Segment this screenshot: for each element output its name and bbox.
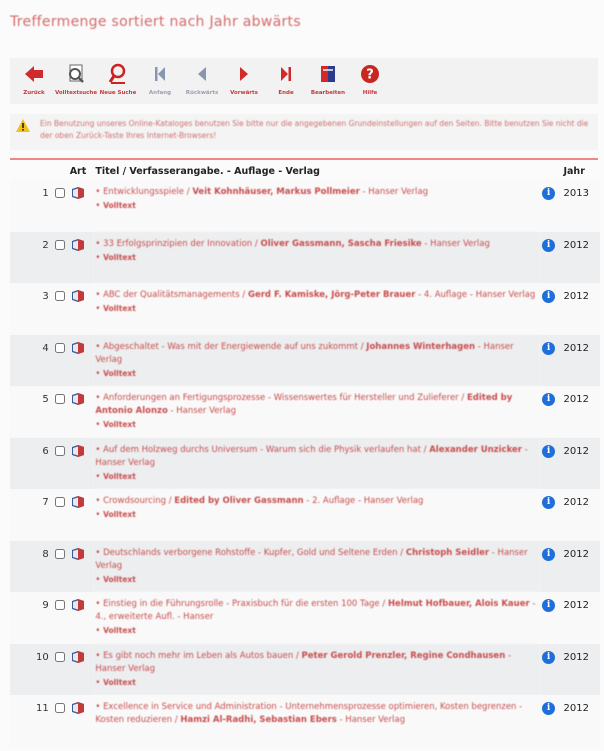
bullet: • (95, 496, 104, 506)
edition-publisher-text: - Hanser Verlag (95, 547, 528, 571)
title-cell (93, 335, 540, 387)
separator: / (252, 238, 261, 249)
magnifier-document-icon (64, 62, 88, 86)
results-table (10, 162, 600, 747)
row-checkbox[interactable] (55, 188, 65, 198)
title-cell (93, 180, 540, 232)
author-text: Christoph Seidler (405, 547, 490, 558)
separator: / (458, 393, 467, 403)
header-year: Jahr (563, 165, 585, 177)
bullet: • (95, 626, 104, 636)
row-number: 9 (10, 592, 53, 644)
row-checkbox[interactable] (55, 703, 65, 713)
row-checkbox-cell (53, 541, 68, 593)
row-number: 5 (10, 386, 53, 438)
title-link[interactable]: Es gibt noch mehr im Leben als Autos bauen (103, 650, 294, 661)
year-cell: 2012 (561, 438, 600, 490)
author-text: Oliver Gassmann, Sascha Friesike (260, 238, 422, 249)
book-media-icon (70, 347, 86, 358)
next-label: Vorwärts (230, 90, 258, 96)
back-arrow-icon (22, 62, 46, 86)
info-icon[interactable]: i (542, 548, 555, 561)
edition-publisher-text: - Hanser Verlag (339, 715, 405, 725)
row-checkbox-cell (53, 695, 68, 747)
book-media-icon (70, 398, 86, 409)
media-type-cell (68, 232, 94, 284)
next-icon (232, 62, 256, 86)
info-icon[interactable]: i (542, 445, 555, 458)
title-cell (93, 283, 540, 335)
title-cell (93, 386, 540, 438)
info-icon[interactable]: i (542, 651, 555, 664)
bullet: • (95, 510, 104, 520)
title-link[interactable]: Crowdsourcing (103, 496, 166, 506)
edition-publisher-text: - Hanser Verlag (95, 444, 528, 468)
title-cell (93, 541, 540, 593)
bullet: • (95, 547, 104, 558)
fulltext-link[interactable]: Volltext (103, 510, 136, 519)
year-cell: 2012 (561, 592, 600, 644)
first-page-label: Anfang (148, 90, 172, 96)
book-media-icon (70, 501, 86, 512)
row-number: 6 (10, 438, 53, 490)
book-media-icon (70, 553, 86, 564)
title-link[interactable]: Anforderungen an Fertigungsprozesse - Wissenswertes für Hersteller und Zulieferer (103, 393, 459, 403)
header-checkbox (53, 162, 68, 180)
info-cell (540, 489, 561, 541)
row-number: 2 (10, 232, 53, 284)
last-page-icon (274, 62, 298, 86)
table-row (10, 180, 600, 232)
svg-text:?: ? (366, 67, 374, 83)
info-icon[interactable]: i (542, 702, 555, 715)
info-icon[interactable]: i (542, 393, 555, 406)
author-text: Veit Kohnhäuser, Markus Pollmeier (192, 187, 360, 197)
book-media-icon (70, 656, 86, 667)
edition-publisher-text: - 4., erweiterte Aufl. - Hanser (95, 599, 536, 622)
row-checkbox-cell (53, 489, 68, 541)
edit-button[interactable] (308, 58, 348, 96)
table-row (10, 592, 600, 644)
last-page-label: Ende (278, 90, 294, 96)
fulltext-link[interactable]: Volltext (103, 304, 136, 313)
table-row (10, 438, 600, 490)
fulltext-link[interactable]: Volltext (103, 626, 136, 635)
book-media-icon (70, 295, 86, 306)
new-search-button[interactable] (98, 58, 138, 96)
new-search-icon (106, 62, 130, 86)
header-num (10, 162, 53, 180)
back-label: Zurück (23, 90, 45, 96)
separator: / (172, 715, 181, 725)
fulltext-search-label: Volltextsuche (54, 90, 98, 96)
table-row (10, 283, 600, 335)
year-cell: 2012 (561, 695, 600, 747)
row-checkbox[interactable] (55, 652, 65, 662)
author-text: Alexander Unzicker (429, 444, 522, 455)
edit-icon (316, 62, 340, 86)
bullet: • (95, 574, 104, 585)
info-cell (540, 695, 561, 747)
year-cell: 2012 (561, 232, 600, 284)
bullet: • (95, 650, 104, 661)
bullet: • (95, 393, 104, 403)
edition-publisher-text: - 2. Auflage - Hanser Verlag (306, 496, 424, 506)
info-icon[interactable]: i (542, 239, 555, 252)
row-checkbox-cell (53, 335, 68, 387)
table-header-row (10, 162, 600, 180)
row-checkbox[interactable] (55, 291, 65, 301)
info-cell (540, 335, 561, 387)
separator: / (397, 547, 406, 558)
row-checkbox[interactable] (55, 600, 65, 610)
year-cell: 2012 (561, 489, 600, 541)
last-page-button[interactable] (266, 58, 306, 96)
row-checkbox-cell (53, 386, 68, 438)
title-cell (93, 438, 540, 490)
title-cell (93, 695, 540, 747)
info-icon[interactable]: i (542, 599, 555, 612)
bullet: • (95, 677, 104, 688)
new-search-label: Neue Suche (99, 90, 137, 96)
fulltext-link[interactable]: Volltext (103, 677, 136, 687)
media-type-cell (68, 386, 94, 438)
previous-button[interactable] (182, 58, 222, 96)
separator: / (358, 341, 367, 352)
fulltext-link[interactable]: Volltext (103, 574, 136, 584)
toolbar (10, 58, 598, 104)
info-cell (540, 644, 561, 696)
media-type-cell (68, 489, 94, 541)
edit-label: Bearbeiten (310, 90, 346, 96)
title-cell (93, 489, 540, 541)
help-icon (358, 62, 382, 86)
row-number: 1 (10, 180, 53, 232)
edition-publisher-text: - Hanser Verlag (95, 341, 514, 365)
fulltext-link[interactable]: Volltext (103, 368, 136, 378)
info-cell (540, 386, 561, 438)
header-title: Titel / Verfasserangabe. - Auflage - Verlag (95, 165, 320, 177)
previous-icon (190, 62, 214, 86)
row-checkbox[interactable] (55, 446, 65, 456)
book-media-icon (70, 192, 86, 203)
row-checkbox-cell (53, 592, 68, 644)
year-cell: 2013 (561, 180, 600, 232)
author-text: Gerd F. Kamiske, Jörg-Peter Brauer (247, 290, 416, 300)
info-icon[interactable]: i (542, 187, 555, 200)
fulltext-link[interactable]: Volltext (103, 471, 136, 481)
table-row (10, 644, 600, 696)
info-cell (540, 180, 561, 232)
separator: / (420, 444, 430, 455)
media-type-cell (68, 541, 94, 593)
title-link[interactable]: Excellence in Service und Administration - Unternehmensprozesse optimieren, Kosten begrenzen - Kosten reduzieren (95, 702, 523, 725)
table-row (10, 489, 600, 541)
previous-label: Rückwärts (185, 90, 219, 96)
fulltext-link[interactable]: Volltext (103, 252, 136, 262)
bullet: • (95, 238, 104, 249)
table-row (10, 335, 600, 387)
row-checkbox[interactable] (55, 497, 65, 507)
title-cell (93, 592, 540, 644)
row-checkbox-cell (53, 283, 68, 335)
media-type-cell (68, 180, 94, 232)
bullet: • (95, 702, 104, 712)
page-title: Treffermenge sortiert nach Jahr abwärts (10, 14, 301, 30)
info-icon[interactable]: i (542, 496, 555, 509)
row-number: 8 (10, 541, 53, 593)
info-cell (540, 438, 561, 490)
media-type-cell (68, 335, 94, 387)
author-text: Peter Gerold Prenzler, Regine Condhausen (301, 650, 506, 661)
edition-publisher-text: - Hanser Verlag (95, 650, 512, 674)
edition-publisher-text: - 4. Auflage - Hanser Verlag (418, 290, 536, 300)
bullet: • (95, 420, 104, 430)
fulltext-link[interactable]: Volltext (103, 201, 136, 210)
warning-icon (16, 119, 30, 135)
row-checkbox[interactable] (55, 343, 65, 353)
bullet: • (95, 368, 104, 379)
year-cell: 2012 (561, 335, 600, 387)
author-text: Edited by Antonio Alonzo (95, 393, 513, 416)
year-cell: 2012 (561, 386, 600, 438)
row-number: 3 (10, 283, 53, 335)
title-link[interactable]: Entwicklungsspiele (103, 187, 185, 197)
table-row (10, 232, 600, 284)
next-button[interactable] (224, 58, 264, 96)
header-info (540, 162, 561, 180)
book-media-icon (70, 707, 86, 718)
row-checkbox[interactable] (55, 549, 65, 559)
separator: / (239, 290, 248, 300)
title-cell (93, 232, 540, 284)
edition-publisher-text: - Hanser Verlag (362, 187, 428, 197)
info-cell (540, 541, 561, 593)
fulltext-search-button[interactable] (56, 58, 96, 96)
title-link[interactable]: ABC der Qualitätsmanagements (103, 290, 240, 300)
notice-box (10, 114, 598, 150)
table-row (10, 386, 600, 438)
row-number: 11 (10, 695, 53, 747)
separator: / (184, 187, 193, 197)
bullet: • (95, 599, 104, 609)
edition-publisher-text: - Hanser Verlag (170, 406, 236, 416)
info-icon[interactable]: i (542, 342, 555, 355)
row-number: 7 (10, 489, 53, 541)
table-row (10, 541, 600, 593)
separator: / (166, 496, 175, 506)
divider (10, 158, 598, 160)
notice-text: Ein Benutzung unseres Online-Kataloges benutzen Sie bitte nur die angegebenen Grundeinstellungen auf den Seiten. Bitte benutzen Sie nicht die der oben Zurück-Taste Ihres Internet-Browsers! (40, 119, 589, 140)
title-link[interactable]: 33 Erfolgsprinzipien der Innovation (103, 238, 253, 249)
bullet: • (95, 341, 104, 352)
row-checkbox-cell (53, 180, 68, 232)
bullet: • (95, 252, 104, 263)
bullet: • (95, 471, 104, 482)
author-text: Edited by Oliver Gassmann (174, 496, 304, 506)
year-cell: 2012 (561, 283, 600, 335)
bullet: • (95, 290, 104, 300)
help-button[interactable] (350, 58, 390, 96)
media-type-cell (68, 283, 94, 335)
author-text: Johannes Winterhagen (366, 341, 476, 352)
book-media-icon (70, 604, 86, 615)
header-art: Art (69, 165, 87, 177)
row-number: 10 (10, 644, 53, 696)
row-checkbox[interactable] (55, 394, 65, 404)
info-cell (540, 232, 561, 284)
row-checkbox-cell (53, 644, 68, 696)
bullet: • (95, 444, 104, 455)
first-page-button[interactable] (140, 58, 180, 96)
media-type-cell (68, 695, 94, 747)
media-type-cell (68, 644, 94, 696)
media-type-cell (68, 592, 94, 644)
bullet: • (95, 187, 104, 197)
bullet: • (95, 201, 104, 211)
edition-publisher-text: - Hanser Verlag (424, 238, 490, 249)
row-checkbox-cell (53, 438, 68, 490)
bullet: • (95, 304, 104, 314)
title-link[interactable]: Auf dem Holzweg durchs Universum - Warum sich die Physik verlaufen hat (103, 444, 421, 455)
row-checkbox-cell (53, 232, 68, 284)
title-link[interactable]: Deutschlands verborgene Rohstoffe - Kupfer, Gold und Seltene Erden (103, 547, 398, 558)
separator: / (379, 599, 388, 609)
title-link[interactable]: Abgeschaltet - Was mit der Energiewende auf uns zukommt (103, 341, 358, 352)
row-checkbox[interactable] (55, 240, 65, 250)
fulltext-link[interactable]: Volltext (103, 420, 136, 429)
book-media-icon (70, 450, 86, 461)
row-number: 4 (10, 335, 53, 387)
title-link[interactable]: Einstieg in die Führungsrolle - Praxisbuch für die ersten 100 Tage (103, 599, 380, 609)
info-cell (540, 283, 561, 335)
author-text: Hamzi Al-Radhi, Sebastian Ebers (180, 715, 337, 725)
info-cell (540, 592, 561, 644)
back-button[interactable] (14, 58, 54, 96)
year-cell: 2012 (561, 644, 600, 696)
book-media-icon (70, 244, 86, 255)
first-page-icon (148, 62, 172, 86)
year-cell: 2012 (561, 541, 600, 593)
table-row (10, 695, 600, 747)
author-text: Helmut Hofbauer, Alois Kauer (387, 599, 530, 609)
title-cell (93, 644, 540, 696)
help-label: Hilfe (362, 90, 378, 96)
separator: / (293, 650, 302, 661)
info-icon[interactable]: i (542, 290, 555, 303)
media-type-cell (68, 438, 94, 490)
